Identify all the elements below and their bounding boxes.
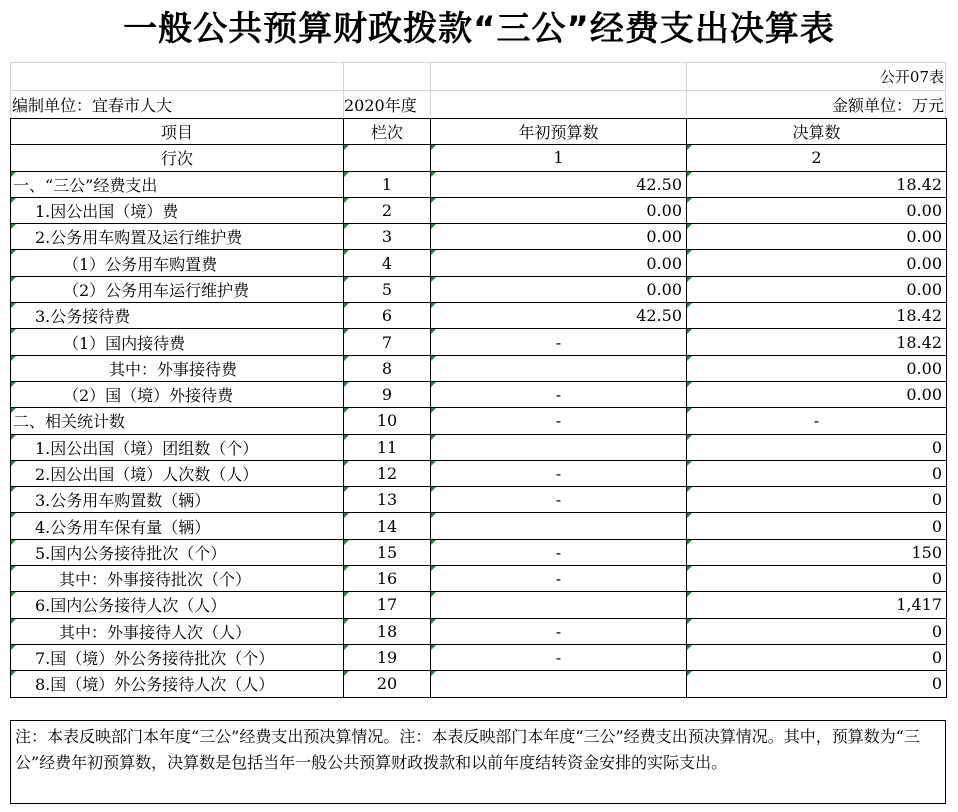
row-col-no: 18 — [344, 618, 431, 644]
row-label: 其中：外事接待批次（个） — [11, 566, 344, 592]
row-col-no: 7 — [344, 329, 431, 355]
row-final: 0 — [687, 671, 947, 697]
row-budget: 0.00 — [431, 250, 687, 276]
row-final: - — [687, 408, 947, 434]
row-label: 2.公务用车购置及运行维护费 — [11, 224, 344, 250]
row-final: 0 — [687, 513, 947, 539]
row-budget: - — [431, 487, 687, 513]
row-col-no: 16 — [344, 566, 431, 592]
row-label: 一、“三公”经费支出 — [11, 171, 344, 197]
row-final: 0 — [687, 434, 947, 460]
table-row — [11, 276, 947, 302]
row-final: 0.00 — [687, 250, 947, 276]
row-final: 0.00 — [687, 381, 947, 407]
row-label: 其中：外事接待费 — [11, 355, 344, 381]
table-row — [11, 197, 947, 223]
row-label: 8.国（境）外公务接待人次（人） — [11, 671, 344, 697]
row-budget: 42.50 — [431, 171, 687, 197]
grid-line — [10, 90, 946, 91]
row-col-no: 15 — [344, 539, 431, 565]
row-budget: 0.00 — [431, 224, 687, 250]
row-budget: 42.50 — [431, 303, 687, 329]
row-final: 0 — [687, 618, 947, 644]
row-seq — [11, 145, 947, 171]
table-row — [11, 539, 947, 565]
row-label: 6.国内公务接待人次（人） — [11, 592, 344, 618]
table-row — [11, 618, 947, 644]
row-col-no: 8 — [344, 355, 431, 381]
row-seq-col — [344, 145, 431, 171]
grid-line — [10, 62, 946, 63]
row-label: 1.因公出国（境）费 — [11, 197, 344, 223]
row-budget: - — [431, 408, 687, 434]
row-col-no: 5 — [344, 276, 431, 302]
header-row — [11, 119, 947, 145]
table-row — [11, 460, 947, 486]
row-budget — [431, 592, 687, 618]
row-label: 二、相关统计数 — [11, 408, 344, 434]
row-final: 0 — [687, 487, 947, 513]
table-row — [11, 592, 947, 618]
row-budget — [431, 434, 687, 460]
header-col: 栏次 — [344, 119, 431, 145]
form-number: 公开07表 — [879, 68, 944, 86]
row-budget — [431, 513, 687, 539]
row-final: 0.00 — [687, 224, 947, 250]
row-label: （1）公务用车购置费 — [11, 250, 344, 276]
table-row — [11, 408, 947, 434]
unit-label: 金额单位：万元 — [831, 96, 944, 115]
row-col-no: 2 — [344, 197, 431, 223]
row-label: 3.公务用车购置数（辆） — [11, 487, 344, 513]
row-final: 0.00 — [687, 197, 947, 223]
table-row — [11, 644, 947, 670]
row-col-no: 4 — [344, 250, 431, 276]
row-label: 7.国（境）外公务接待批次（个） — [11, 644, 344, 670]
row-label: （1）国内接待费 — [11, 329, 344, 355]
row-budget: 0.00 — [431, 197, 687, 223]
row-col-no: 10 — [344, 408, 431, 434]
header-final: 决算数 — [687, 119, 947, 145]
row-label: 2.因公出国（境）人次数（人） — [11, 460, 344, 486]
table-row — [11, 381, 947, 407]
row-budget — [431, 355, 687, 381]
row-seq-final: 2 — [687, 145, 947, 171]
year-label: 2020年度 — [344, 96, 417, 115]
grid-line — [430, 62, 431, 118]
grid-line — [686, 62, 687, 118]
row-budget: 0.00 — [431, 276, 687, 302]
table-row — [11, 171, 947, 197]
page-title: 一般公共预算财政拨款“三公”经费支出决算表 — [123, 9, 835, 49]
row-final: 18.42 — [687, 171, 947, 197]
table-row — [11, 487, 947, 513]
table-row — [11, 513, 947, 539]
grid-line — [945, 62, 946, 118]
header-item: 项目 — [11, 119, 344, 145]
row-col-no: 12 — [344, 460, 431, 486]
row-budget: - — [431, 644, 687, 670]
row-label: （2）国（境）外接待费 — [11, 381, 344, 407]
row-col-no: 11 — [344, 434, 431, 460]
footnote: 注：本表反映部门本年度“三公”经费支出预决算情况。注：本表反映部门本年度“三公”经费支出预决算情况。其中，预算数为“三公”经费年初预算数，决算数是包括当年一般公共预算财政拨款和以前年度结转资金安排的实际支出。 — [10, 720, 946, 804]
row-label: 其中：外事接待人次（人） — [11, 618, 344, 644]
row-budget: - — [431, 381, 687, 407]
header-budget: 年初预算数 — [431, 119, 687, 145]
org-label: 编制单位：宜春市人大 — [12, 96, 173, 115]
table-row — [11, 329, 947, 355]
row-budget: - — [431, 618, 687, 644]
table-row — [11, 434, 947, 460]
row-budget — [431, 671, 687, 697]
row-budget: - — [431, 539, 687, 565]
row-final: 150 — [687, 539, 947, 565]
expense-table — [10, 118, 947, 698]
row-col-no: 9 — [344, 381, 431, 407]
row-final: 0 — [687, 644, 947, 670]
table-row — [11, 303, 947, 329]
row-seq-label: 行次 — [11, 145, 344, 171]
row-final: 0.00 — [687, 276, 947, 302]
row-budget: - — [431, 460, 687, 486]
table-row — [11, 355, 947, 381]
row-final: 18.42 — [687, 329, 947, 355]
row-budget: - — [431, 566, 687, 592]
row-budget: - — [431, 329, 687, 355]
row-label: （2）公务用车运行维护费 — [11, 276, 344, 302]
table-row — [11, 671, 947, 697]
grid-line — [10, 62, 11, 118]
row-final: 1,417 — [687, 592, 947, 618]
table-row — [11, 224, 947, 250]
row-final: 18.42 — [687, 303, 947, 329]
row-label: 5.国内公务接待批次（个） — [11, 539, 344, 565]
row-col-no: 17 — [344, 592, 431, 618]
row-label: 4.公务用车保有量（辆） — [11, 513, 344, 539]
row-col-no: 1 — [344, 171, 431, 197]
table-row — [11, 566, 947, 592]
row-label: 3.公务接待费 — [11, 303, 344, 329]
row-seq-budget: 1 — [431, 145, 687, 171]
row-col-no: 20 — [344, 671, 431, 697]
row-final: 0 — [687, 460, 947, 486]
row-col-no: 3 — [344, 224, 431, 250]
row-col-no: 19 — [344, 644, 431, 670]
row-col-no: 6 — [344, 303, 431, 329]
row-col-no: 13 — [344, 487, 431, 513]
row-label: 1.因公出国（境）团组数（个） — [11, 434, 344, 460]
row-final: 0.00 — [687, 355, 947, 381]
table-row — [11, 250, 947, 276]
row-final: 0 — [687, 566, 947, 592]
row-col-no: 14 — [344, 513, 431, 539]
